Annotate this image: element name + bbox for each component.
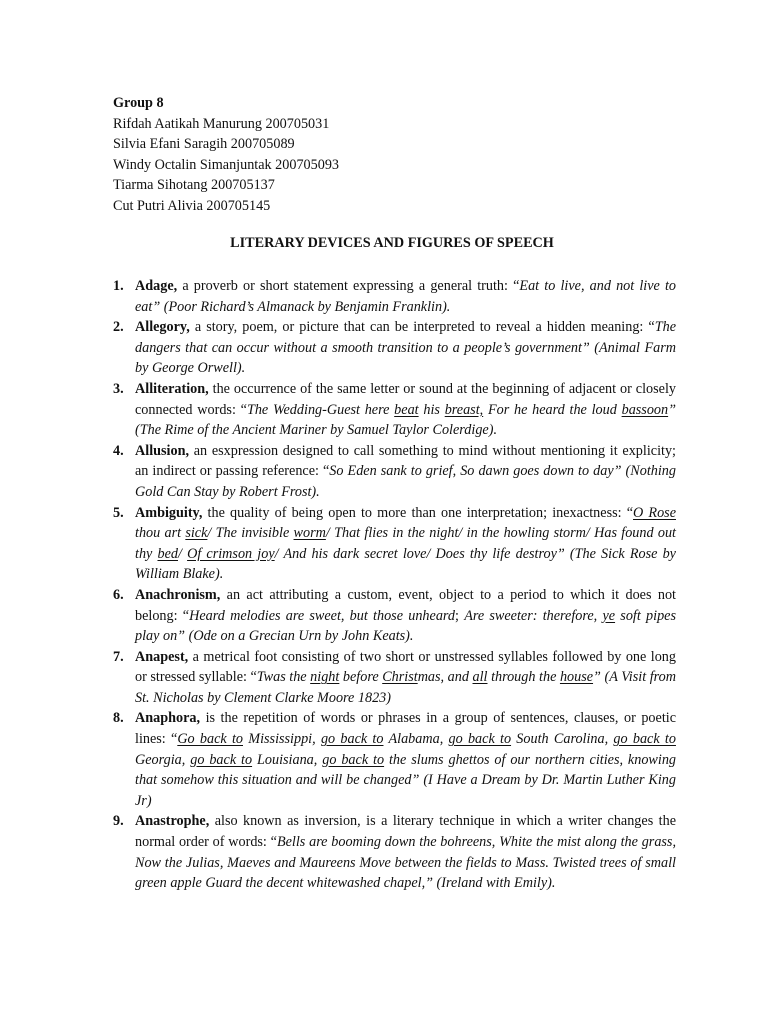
definition-text: a proverb or short statement expressing a general truth: “ — [177, 278, 520, 294]
list-item — [113, 503, 676, 585]
group-header — [113, 93, 339, 217]
example-quote: ” (The Rime of the Ancient Mariner by Samuel Taylor Colerdige). — [135, 401, 676, 439]
underlined-word: Of crimson joy — [187, 545, 275, 562]
definition-text: is the repetition of words or phrases in a group of sentences, clauses, or poetic lines: “ — [135, 710, 676, 748]
underlined-word: worm — [293, 525, 326, 542]
example-quote: ” (A Visit from St. Nicholas by Clement Clarke Moore 1823) — [135, 669, 676, 706]
example-quote: / And his dark secret love/ Does thy life destroy” (The Sick Rose by William Blake). — [135, 545, 676, 583]
member-line: Tiarma Sihotang 200705137 — [113, 177, 275, 194]
example-quote: his — [418, 401, 445, 418]
item-number: 9. — [113, 813, 124, 830]
definition-text: the quality of being open to more than one interpretation; inexactness: “ — [202, 504, 634, 521]
member-line: Windy Octalin Simanjuntak 200705093 — [113, 156, 340, 173]
example-quote: / — [177, 545, 188, 562]
example-quote: mas, and — [417, 669, 473, 686]
item-number: 7. — [113, 648, 124, 665]
underlined-word: Go back to — [177, 731, 243, 748]
item-number: 4. — [113, 442, 124, 459]
list-item — [113, 647, 676, 709]
list-item — [113, 379, 676, 441]
underlined-word: go back to — [613, 731, 676, 748]
list-item — [113, 317, 676, 379]
example-quote: thou art — [135, 525, 186, 542]
underlined-word: sick — [185, 525, 208, 542]
example-quote: The dangers that can occur without a smooth transition to a people’s government” (Animal Farm by George Orwell). — [135, 319, 676, 377]
underlined-word: all — [472, 669, 488, 686]
example-quote: Heard melodies are sweet, but those unheard — [189, 607, 456, 624]
group-name: Group 8 — [113, 95, 164, 111]
example-quote: So Eden sank to grief, So dawn goes down to day” (Nothing Gold Can Stay by Robert Frost). — [135, 463, 676, 500]
definition-text: the occurrence of the same letter or sound at the beginning of adjacent or closely connected words: “ — [135, 380, 676, 418]
device-term: Anachronism, — [135, 586, 221, 603]
device-term: Allusion, — [135, 442, 190, 459]
underlined-word: bed — [157, 545, 178, 562]
example-quote: Twas the — [256, 669, 311, 686]
member-line: Silvia Efani Saragih 200705089 — [113, 136, 295, 153]
example-quote: Mississippi, — [243, 731, 321, 748]
literary-device-list — [113, 276, 676, 894]
list-item — [113, 585, 676, 647]
example-quote: Alabama, — [383, 731, 449, 748]
device-term: Allegory, — [135, 319, 190, 336]
example-quote: Georgia, — [135, 751, 191, 768]
list-item — [113, 276, 676, 317]
document-title: LITERARY DEVICES AND FIGURES OF SPEECH — [230, 235, 554, 251]
definition-text: a metrical foot consisting of two short or unstressed syllables followed by one long or stressed syllable: “ — [135, 648, 676, 686]
list-item — [113, 708, 676, 811]
underlined-word: beat — [394, 401, 419, 418]
example-quote: South Carolina, — [511, 731, 614, 748]
underlined-word: bassoon — [621, 401, 669, 418]
underlined-word: go back to — [190, 751, 253, 768]
underlined-word: go back to — [322, 751, 385, 768]
example-quote: the slums ghettos of our northern cities, knowing that somehow this situation and will be changed” (I Have a Dream by Dr. Martin Luther King Jr) — [135, 751, 677, 809]
example-quote: The Wedding-Guest here — [246, 401, 395, 418]
underlined-word: night — [310, 669, 340, 686]
device-term: Adage, — [135, 278, 178, 294]
definition-text: also known as inversion, is a literary technique in which a writer changes the normal order of words: “ — [135, 813, 676, 851]
definition-text: a story, poem, or picture that can be interpreted to reveal a hidden meaning: “ — [189, 319, 655, 336]
device-term: Anapest, — [135, 648, 189, 665]
definition-text: ; — [455, 607, 465, 624]
underlined-word: go back to — [320, 731, 384, 748]
item-number: 2. — [113, 319, 124, 336]
example-quote: / The invisible — [207, 525, 294, 542]
item-number: 3. — [113, 380, 124, 397]
device-term: Ambiguity, — [135, 504, 203, 521]
list-item — [113, 441, 676, 503]
item-number: 8. — [113, 710, 124, 727]
example-quote: Are sweeter: therefore, — [464, 607, 603, 624]
item-number: 6. — [113, 586, 124, 603]
example-quote: soft pipes play on” (Ode on a Grecian Urn by John Keats). — [135, 607, 676, 645]
underlined-word: breast, — [444, 401, 484, 418]
member-line: Cut Putri Alivia 200705145 — [113, 197, 271, 214]
underlined-word: go back to — [448, 731, 512, 748]
example-quote: Eat to live, and not live to eat” (Poor Richard’s Almanack by Benjamin Franklin). — [135, 278, 677, 315]
underlined-word: ye — [602, 607, 616, 624]
item-number: 5. — [113, 504, 124, 521]
item-number: 1. — [113, 278, 124, 294]
definition-text: an esxpression designed to call something to mind without mentioning it explicity; an indirect or passing reference: “ — [135, 442, 676, 480]
underlined-word: house — [559, 669, 594, 686]
underlined-word: Christ — [382, 669, 418, 686]
example-quote: For he heard the loud — [483, 401, 622, 418]
device-term: Anaphora, — [135, 710, 201, 727]
list-item — [113, 811, 676, 893]
device-term: Alliteration, — [135, 380, 209, 397]
example-quote: Bells are booming down the bohreens, White the mist along the grass, Now the Julias, Maeves and Maureens Move between the fields to Mass. Twisted trees of small green apple Guard the decent whitewashed chapel,” (Ireland with Emily). — [135, 834, 676, 892]
example-quote: Louisiana, — [252, 751, 323, 768]
member-line: Rifdah Aatikah Manurung 200705031 — [113, 115, 330, 132]
example-quote: / That flies in the night/ in the howling storm/ Has found out thy — [135, 525, 676, 562]
example-quote: through the — [487, 669, 560, 686]
underlined-word: O Rose — [633, 504, 676, 521]
example-quote: before — [339, 669, 383, 686]
definition-text: an act attributing a custom, event, object to a period to which it does not belong: “ — [135, 586, 676, 624]
device-term: Anastrophe, — [135, 813, 210, 830]
